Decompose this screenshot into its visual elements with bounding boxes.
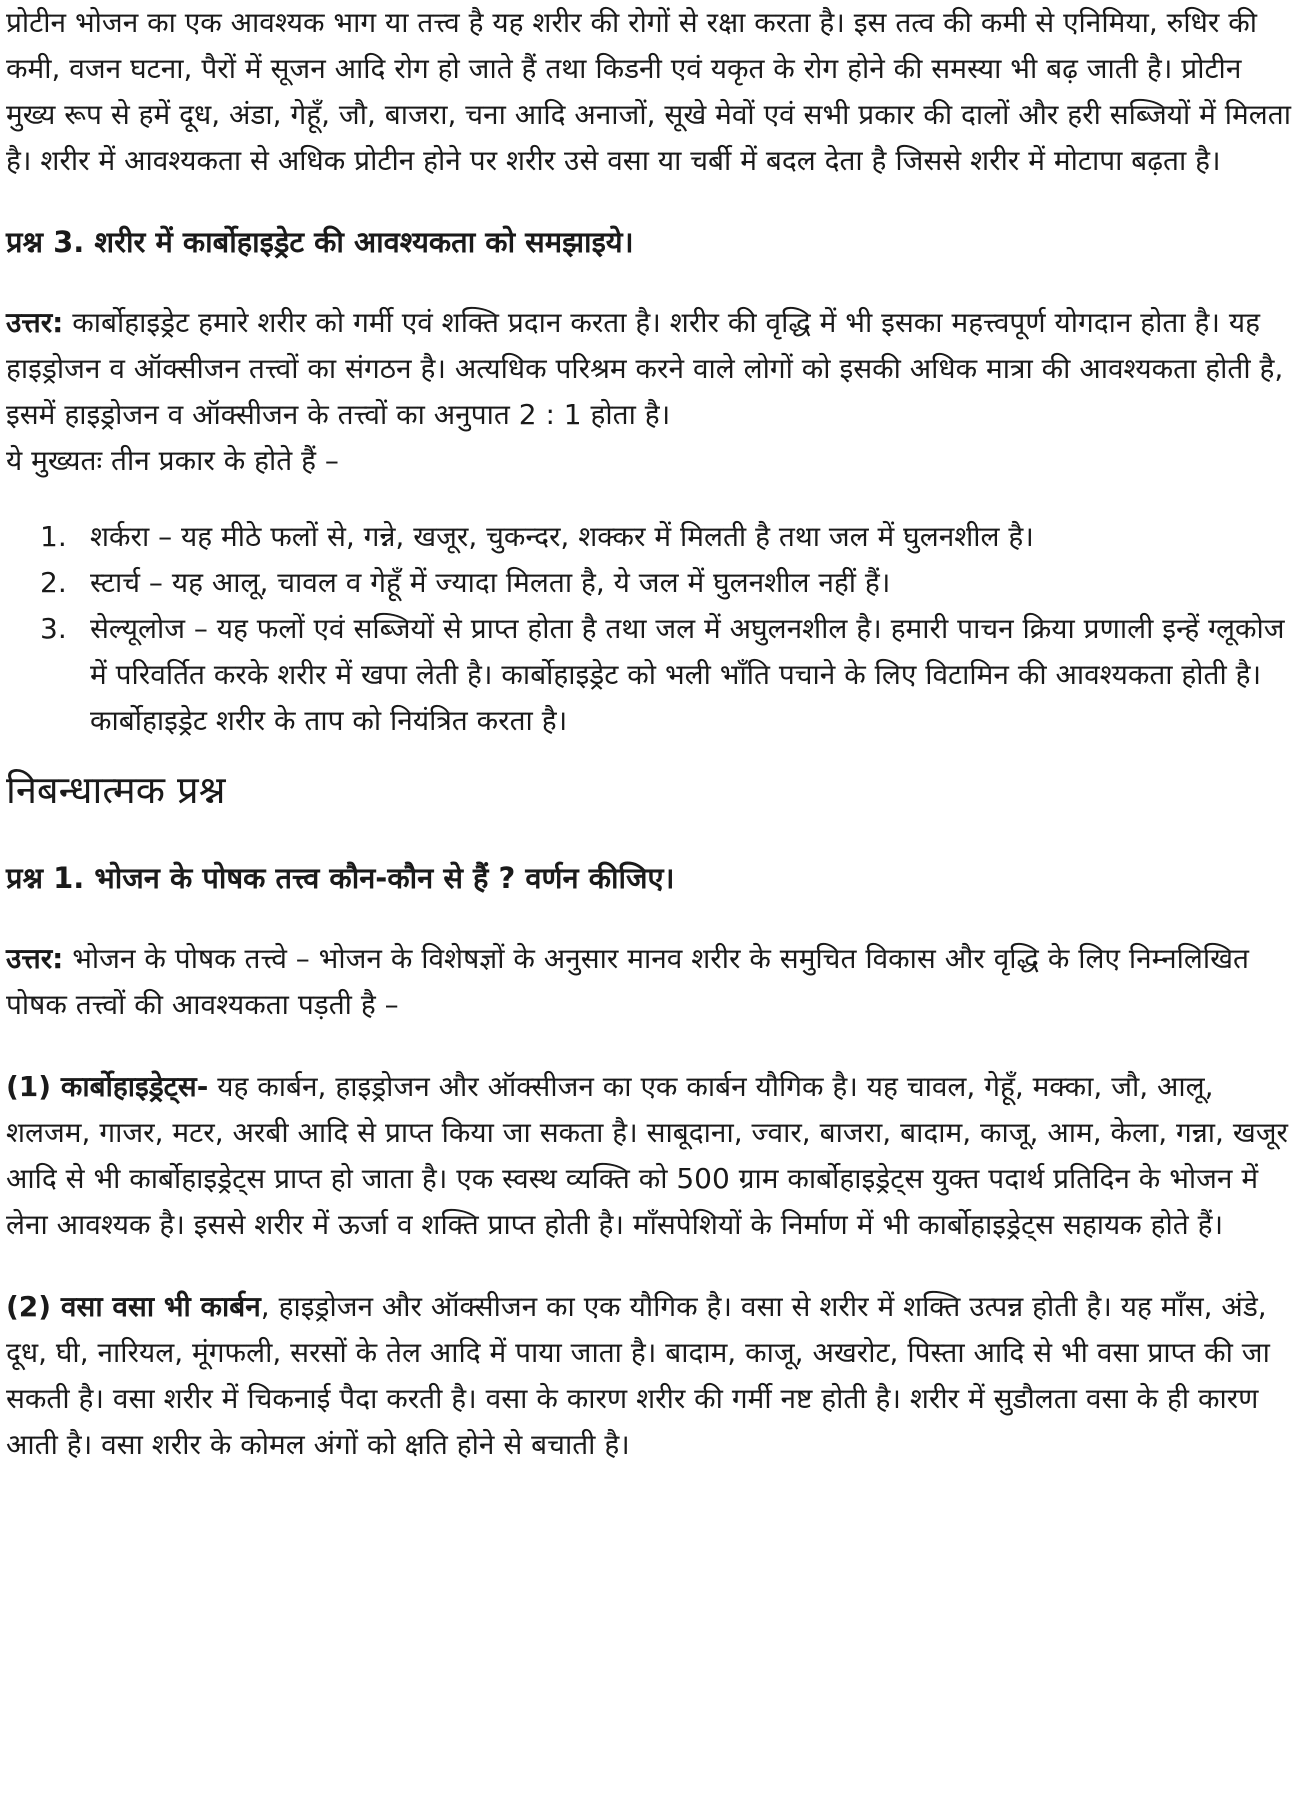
list-number: 2. (40, 566, 67, 599)
list-text: सेल्यूलोज – यह फलों एवं सब्जियों से प्राप्त होता है तथा जल में अघुलनशील है। हमारी पाचन क्रिया प्रणाली इन्हें ग्लूकोज में परिवर्तित करके शरीर में खपा लेती है। कार्बोहाइड्रेट को भली भाँति पचाने के लिए विटामिन की आवश्यकता होती है। कार्बोहाइड्रेट शरीर के ताप को नियंत्रित करता है। (90, 612, 1285, 737)
carb-types-list (6, 514, 1297, 744)
list-text: शर्करा – यह मीठे फलों से, गन्ने, खजूर, चुकन्दर, शक्कर में मिलती है तथा जल में घुलनशील है। (90, 520, 1034, 553)
answer-label: उत्तर: (6, 306, 64, 339)
fat-paragraph (6, 1284, 1297, 1468)
carbohydrates-paragraph (6, 1064, 1297, 1248)
list-number: 1. (40, 520, 67, 553)
intro-paragraph: प्रोटीन भोजन का एक आवश्यक भाग या तत्त्व है यह शरीर की रोगों से रक्षा करता है। इस तत्व की कमी से एनिमिया, रुधिर की कमी, वजन घटना, पैरों में सूजन आदि रोग हो जाते हैं तथा किडनी एवं यकृत के रोग होने की समस्या भी बढ़ जाती है। प्रोटीन मुख्य रूप से हमें दूध, अंडा, गेहूँ, जौ, बाजरा, चना आदि अनाजों, सूखे मेवों एवं सभी प्रकार की दालों और हरी सब्जियों में मिलता है। शरीर में आवश्यकता से अधिक प्रोटीन होने पर शरीर उसे वसा या चर्बी में बदल देता है जिससे शरीर में मोटापा बढ़ता है। (6, 6, 1291, 177)
section-heading: निबन्धात्मक प्रश्न (6, 768, 226, 812)
question-1-heading: प्रश्न 1. भोजन के पोषक तत्त्व कौन-कौन से हैं ? वर्णन कीजिए। (6, 861, 675, 895)
carb-types-intro: ये मुख्यतः तीन प्रकार के होते हैं – (6, 444, 339, 477)
list-item (6, 606, 1297, 744)
fat-label: (2) वसा वसा भी कार्बन (6, 1290, 261, 1323)
list-number: 3. (40, 612, 67, 645)
answer-text: भोजन के पोषक तत्त्वे – भोजन के विशेषज्ञों के अनुसार मानव शरीर के समुचित विकास और वृद्धि के लिए निम्नलिखित पोषक तत्त्वों की आवश्यकता पड़ती है – (6, 942, 1249, 1021)
fat-text: , हाइड्रोजन और ऑक्सीजन का एक यौगिक है। वसा से शरीर में शक्ति उत्पन्न होती है। यह माँस, अंडे, दूध, घी, नारियल, मूंगफली, सरसों के तेल आदि में पाया जाता है। बादाम, काजू, अखरोट, पिस्ता आदि से भी वसा प्राप्त की जा सकती है। वसा शरीर में चिकनाई पैदा करती है। वसा के कारण शरीर की गर्मी नष्ट होती है। शरीर में सुडौलता वसा के ही कारण आती है। वसा शरीर के कोमल अंगों को क्षति होने से बचाती है। (6, 1290, 1270, 1461)
question-3-heading: प्रश्न 3. शरीर में कार्बोहाइड्रेट की आवश्यकता को समझाइये। (6, 225, 634, 259)
carbohydrates-text: यह कार्बन, हाइड्रोजन और ऑक्सीजन का एक कार्बन यौगिक है। यह चावल, गेहूँ, मक्का, जौ, आलू, शलजम, गाजर, मटर, अरबी आदि से प्राप्त किया जा सकता है। साबूदाना, ज्वार, बाजरा, बादाम, काजू, आम, केला, गन्ना, खजूर आदि से भी कार्बोहाइड्रेट्स प्राप्त हो जाता है। एक स्वस्थ व्यक्ति को 500 ग्राम कार्बोहाइड्रेट्स युक्त पदार्थ प्रतिदिन के भोजन में लेना आवश्यक है। इससे शरीर में ऊर्जा व शक्ति प्राप्त होती है। माँसपेशियों के निर्माण में भी कार्बोहाइड्रेट्स सहायक होते हैं। (6, 1070, 1288, 1241)
question-1-answer (6, 936, 1297, 1028)
carbohydrates-label: (1) कार्बोहाइड्रेट्स- (6, 1070, 209, 1103)
question-3-answer (6, 300, 1297, 438)
list-text: स्टार्च – यह आलू, चावल व गेहूँ में ज्यादा मिलता है, ये जल में घुलनशील नहीं हैं। (90, 566, 891, 599)
list-item (6, 514, 1297, 560)
answer-label: उत्तर: (6, 942, 64, 975)
list-item (6, 560, 1297, 606)
answer-text: कार्बोहाइड्रेट हमारे शरीर को गर्मी एवं शक्ति प्रदान करता है। शरीर की वृद्धि में भी इसका महत्त्वपूर्ण योगदान होता है। यह हाइड्रोजन व ऑक्सीजन तत्त्वों का संगठन है। अत्यधिक परिश्रम करने वाले लोगों को इसकी अधिक मात्रा की आवश्यकता होती है, इसमें हाइड्रोजन व ऑक्सीजन के तत्त्वों का अनुपात 2 : 1 होता है। (6, 306, 1284, 431)
